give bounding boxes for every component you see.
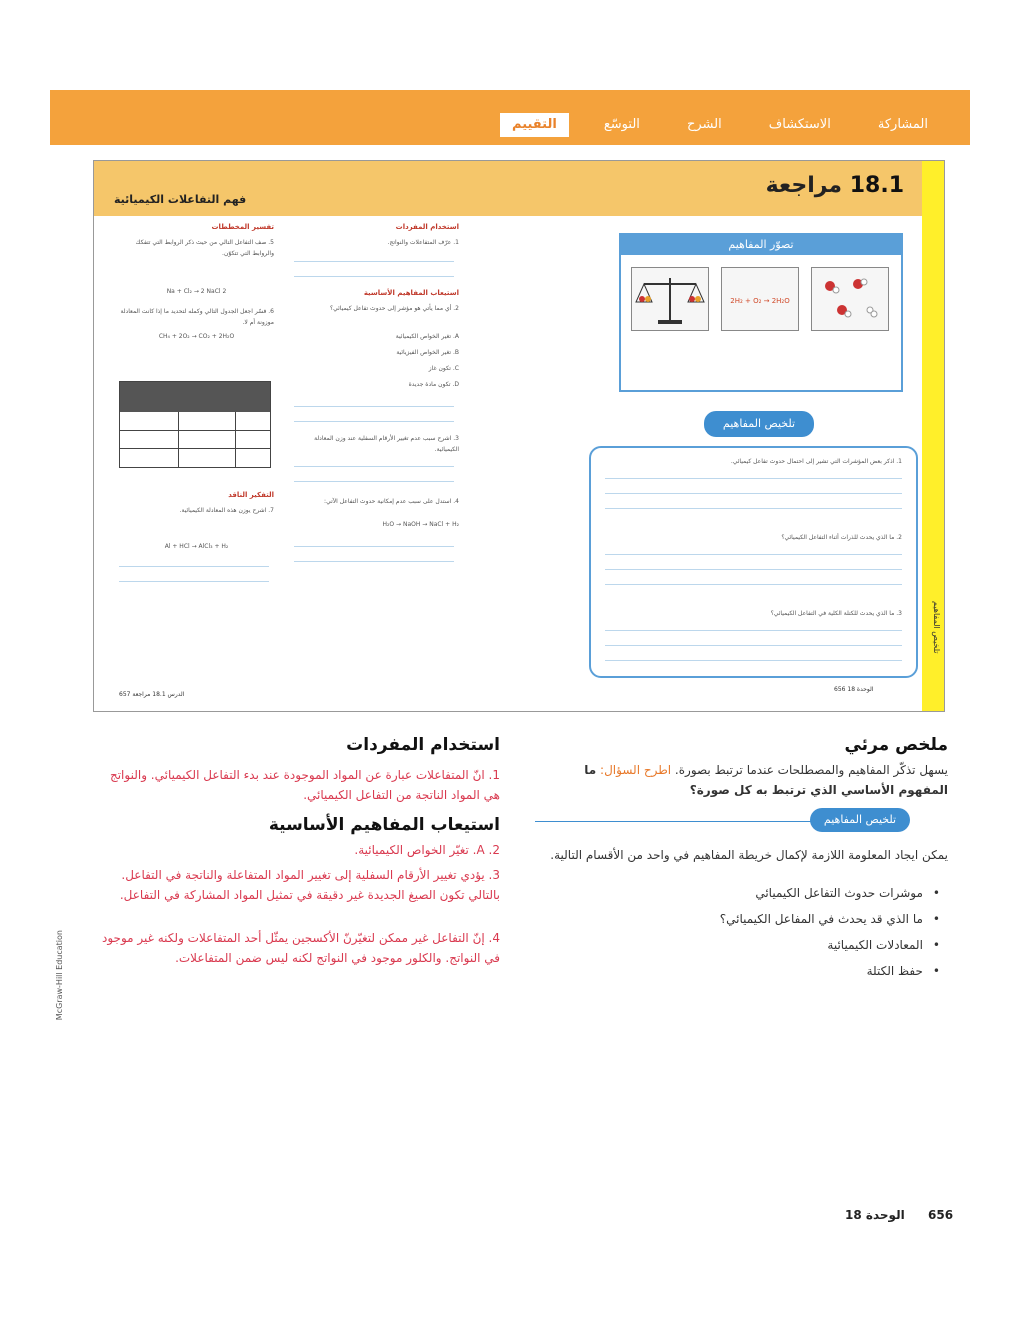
- core-concepts-title: استيعاب المفاهيم الأساسية: [268, 815, 500, 835]
- vocab-title: استخدام المفردات: [346, 735, 500, 755]
- divider-rule: [535, 821, 820, 822]
- answer-4: 4. إنّ التفاعل غير ممكن لتغيّرنّ الأكسجين يمثّل أحد المتفاعلات ولكنه غير موجود في النواتج. والكلور موجود في النواتج لكنه ليس ضمن المتفاعلات.: [102, 931, 500, 965]
- intro-plain: يسهل تذكّر المفاهيم والمصطلحات عندما ترتبط بصورة.: [674, 763, 948, 777]
- tab-explore[interactable]: الاستكشاف: [768, 117, 831, 132]
- review-label: مراجعة: [765, 173, 843, 198]
- spread-core-head: استيعاب المفاهيم الأساسية: [363, 289, 459, 297]
- summary-badge: تلخيص المفاهيم: [704, 411, 814, 437]
- visual-summary-title: ملخص مرئي: [844, 735, 948, 755]
- write-line: [605, 630, 902, 631]
- table-rule: [120, 448, 270, 449]
- balance-scale-icon: [632, 268, 708, 330]
- write-line: [294, 561, 454, 562]
- write-line: [605, 478, 902, 479]
- svg-text:2H₂ + O₂ → 2H₂O: 2H₂ + O₂ → 2H₂O: [730, 297, 790, 305]
- balance-scale-image: [631, 267, 709, 331]
- table-rule: [235, 412, 236, 467]
- spread-left-title: فهم التفاعلات الكيميائية: [114, 193, 247, 206]
- write-line: [294, 481, 454, 482]
- spread-choice-c: C. تكون غاز: [428, 365, 459, 372]
- answer-2: 2. A. تغيّر الخواص الكيميائية.: [354, 843, 500, 857]
- spread-footer-right: الوحدة 18 656: [834, 686, 874, 693]
- spread-diagram-head: تفسير المخططات: [211, 223, 274, 231]
- tab-evaluate[interactable]: التقييم: [500, 113, 569, 137]
- strip-text: تلخيص المفاهيم: [932, 601, 941, 654]
- write-line: [294, 546, 454, 547]
- spread-core-q: 2. أي مما يأتي هو مؤشر إلى حدوث تفاعل كيميائي؟: [329, 305, 459, 312]
- review-spread-thumbnail: [93, 160, 945, 712]
- list-item: • المعادلات الكيميائية: [720, 932, 940, 958]
- tab-elaborate[interactable]: التوسّع: [603, 117, 640, 132]
- molecules-icon: [812, 268, 888, 330]
- spread-vocab-q: 1. عرّف المتفاعلات والنواتج.: [387, 239, 459, 246]
- visualize-concepts-box: [619, 233, 903, 392]
- spread-q3: 3. اشرح سبب عدم تغيير الأرقام السفلية عند وزن المعادلة الكيميائية.: [314, 435, 459, 453]
- section-tabs: [500, 113, 940, 137]
- write-line: [605, 645, 902, 646]
- spread-choice-d: D. تكون مادة جديدة: [408, 381, 459, 388]
- review-number: 18.1: [849, 173, 904, 198]
- spread-q5-eq: 2 Na + Cl₂ → 2 NaCl: [166, 288, 227, 295]
- spread-choice-b: B. تغير الخواص الفيزيائية: [396, 349, 459, 356]
- answer-3: 3. يؤدي تغيير الأرقام السفلية إلى تغيير المواد المتفاعلة والناتجة في التفاعل. بالتالي تكون الصيغ الجديدة غير دقيقة في تمثيل المواد المشاركة في التفاعل.: [119, 868, 500, 902]
- summary-questions-box: [589, 446, 918, 678]
- tab-explain[interactable]: الشرح: [686, 117, 722, 132]
- spread-q4-eq: H₂O → NaOH → NaCl + H₂: [382, 521, 459, 528]
- write-line: [605, 660, 902, 661]
- write-line: [605, 569, 902, 570]
- write-line: [119, 566, 269, 567]
- write-line: [605, 508, 902, 509]
- spread-q7: 7. اشرح يوزن هذه المعادلة الكيميائية.: [179, 507, 274, 514]
- footer-page: 656: [928, 1208, 954, 1222]
- table-rule: [178, 412, 179, 467]
- summary-q1: 1. اذكر بعض المؤشرات التي تشير إلى احتمال حدوث تفاعل كيميائي.: [730, 458, 902, 465]
- spread-choice-a: A. تغير الخواص الكيميائية: [395, 333, 459, 340]
- concepts-bullets: [720, 880, 940, 984]
- write-line: [294, 466, 454, 467]
- summary-q2: 2. ما الذي يحدث للذرات أثناء التفاعل الكيميائي؟: [781, 534, 902, 541]
- spread-q4: 4. استدل على سبب عدم إمكانية حدوث التفاعل الآتي:: [324, 498, 459, 505]
- molecules-image: [811, 267, 889, 331]
- equation-image: [721, 267, 799, 331]
- write-line: [605, 554, 902, 555]
- answer-1: 1. انّ المتفاعلات عبارة عن المواد الموجودة عند بدء التفاعل الكيميائي. والنواتج هي المواد الناتجة من التفاعل الكيميائي.: [109, 768, 500, 802]
- intro-ask: اطرح السؤال:: [600, 763, 672, 777]
- write-line: [294, 261, 454, 262]
- publisher-side-text: McGraw-Hill Education: [55, 930, 64, 1021]
- spread-critical-head: التفكير الناقد: [228, 491, 274, 499]
- spread-q6-eq: CH₄ + 2O₂ → CO₂ + 2H₂O: [158, 333, 235, 340]
- concepts-paragraph: يمكن ايجاد المعلومة اللازمة لإكمال خريطة المفاهيم في واحد من الأقسام التالية.: [550, 848, 948, 862]
- table-rule: [120, 430, 270, 431]
- spread-vocab-head: استخدام المفردات: [395, 223, 459, 231]
- summary-q3: 3. ما الذي يحدث للكتلة الكلية في التفاعل الكيميائي؟: [770, 610, 902, 617]
- write-line: [605, 493, 902, 494]
- spread-q7-eq: Al + HCl → AlCl₃ + H₂: [164, 543, 229, 550]
- intro-bold: ما المفهوم الأساسي الذي ترتبط به كل صورة؟: [584, 763, 948, 797]
- spread-q5: 5. صف التفاعل التالي من حيث ذكر الروابط التي تتفكك والروابط التي تتكوّن.: [135, 239, 274, 257]
- table-header: [120, 382, 270, 412]
- write-line: [605, 584, 902, 585]
- list-item: • موشرات حدوث التفاعل الكيميائي: [720, 880, 940, 906]
- list-item: • حفظ الكتلة: [720, 958, 940, 984]
- spread-footer-left: 657 الدرس 18.1 مراجعة: [119, 691, 185, 698]
- write-line: [294, 421, 454, 422]
- footer-unit: الوحدة 18: [845, 1208, 905, 1222]
- write-line: [294, 406, 454, 407]
- write-line: [119, 581, 269, 582]
- tab-engage[interactable]: المشاركة: [877, 117, 928, 132]
- atoms-table: [119, 381, 271, 468]
- concepts-head: تصوّر المفاهيم: [621, 235, 901, 255]
- visual-summary-text: [548, 760, 948, 800]
- concepts-summary-badge: تلخيص المفاهيم: [810, 808, 910, 832]
- equation-icon: [722, 268, 798, 330]
- review-title: [766, 173, 904, 198]
- write-line: [294, 276, 454, 277]
- spread-q6: 6. فسّر اجعل الجدول التالي وكمله لتحديد ما إذا كانت المعادلة موزونة أم لا.: [120, 308, 274, 326]
- list-item: • ما الذي قد يحدث في المفاعل الكيميائي؟: [720, 906, 940, 932]
